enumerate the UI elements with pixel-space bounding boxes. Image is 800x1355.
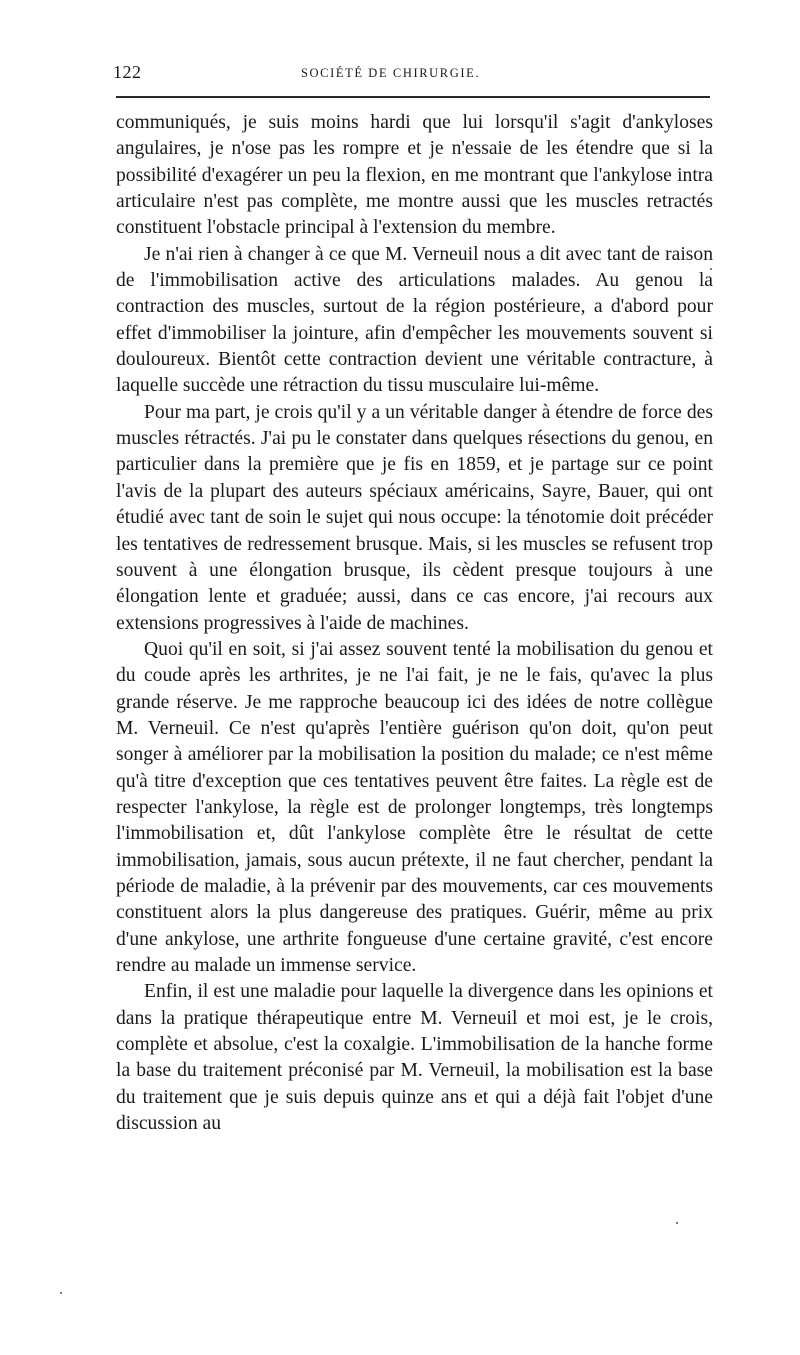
paragraph-continuation: communiqués, je suis moins hardi que lui lorsqu'il s'agit d'ankyloses angulaires, je n'ose pas les rompre et je n'essaie de les étendre que si la possibilité d'exagérer un peu la flexion, en me montrant que l'ankylose intra articulaire n'est pas complète, me montre aussi que les muscles retractés constituent l'obstacle principal à l'extension du membre. xyxy=(116,112,713,239)
paragraph: Quoi qu'il en soit, si j'ai assez souvent tenté la mobilisation du genou et du coude après les arthrites, je ne l'ai fait, je ne le fais, qu'avec la plus grande réserve. Je me rapproche beaucoup ici des idées de notre collègue M. Verneuil. Ce n'est qu'après l'entière guérison qu'on doit, qu'on peut songer à améliorer par la mobilisation la position du malade; ce n'est même qu'à titre d'exception que ces tentatives peuvent être faites. La règle est de respecter l'ankylose, la règle est de prolonger longtemps, très longtemps l'immobilisation et, dût l'ankylose complète être le résultat de cette immobilisation, jamais, sous aucun prétexte, il ne faut chercher, pendant la période de maladie, à la prévenir par des mouvements, car ces mouvements constituent alors la plus dangereuse des pratiques. Guérir, même au prix d'une ankylose, une arthrite fongueuse d'une certaine gravité, c'est encore rendre au malade un immense service. xyxy=(116,638,713,976)
page-number: 122 xyxy=(113,62,142,82)
header-rule xyxy=(116,96,710,98)
page-header xyxy=(113,58,713,88)
paragraph: Pour ma part, je crois qu'il y a un véritable danger à étendre de force des muscles rétractés. J'ai pu le constater dans quelques résections du genou, en particulier dans la première que je fis en 1859, et je partage sur ce point l'avis de la plupart des auteurs spéciaux américains, Sayre, Bauer, qui ont étudié avec tant de soin le sujet qui nous occupe: la ténotomie doit précéder les tentatives de redressement brusque. Mais, si les muscles se refusent trop souvent à une élongation brusque, ils cèdent presque toujours à une élongation lente et graduée; aussi, dans ce cas encore, j'ai recours aux extensions progressives à l'aide de machines. xyxy=(116,401,713,634)
body-text xyxy=(116,110,713,1137)
paragraph: Je n'ai rien à changer à ce que M. Verneuil nous a dit avec tant de raison de l'immobilisation active des articulations malades. Au genou la contraction des muscles, surtout de la région postérieure, a d'abord pour effet d'immobiliser la jointure, afin d'empêcher les mouvements souvent si douloureux. Bientôt cette contraction devient une véritable contracture, à laquelle succède une rétraction du tissu musculaire lui-même. xyxy=(116,243,713,397)
print-speck xyxy=(60,1292,62,1294)
print-speck xyxy=(710,268,712,270)
print-speck xyxy=(676,1222,678,1224)
paragraph: Enfin, il est une maladie pour laquelle la divergence dans les opinions et dans la pratique thérapeutique entre M. Verneuil et moi est, je le crois, complète et absolue, c'est la coxalgie. L'immobilisation de la hanche forme la base du traitement préconisé par M. Verneuil, la mobilisation est la base du traitement que je suis depuis quinze ans et qui a déjà fait l'objet d'une discussion au xyxy=(116,981,713,1135)
running-head: SOCIÉTÉ DE CHIRURGIE. xyxy=(301,66,481,80)
